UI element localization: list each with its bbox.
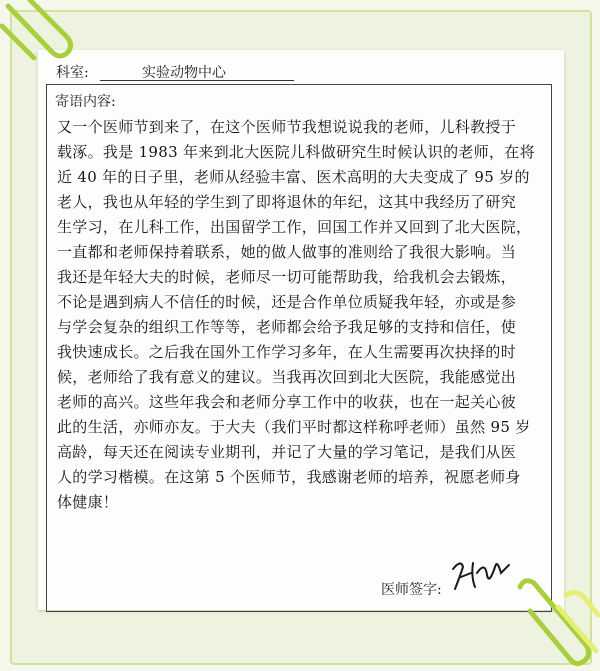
message-line: 载涿。我是 1983 年来到北大医院儿科做研究生时候认识的老师，在将 [57, 143, 535, 161]
message-line: 与学会复杂的组织工作等等，老师都会给予我足够的支持和信任，使 [57, 318, 517, 336]
message-line: 人的学习楷模。在这第 5 个医师节，我感谢老师的培养，祝愿老师身 [57, 468, 521, 486]
message-box [46, 84, 552, 612]
message-line: 我快速成长。之后我在国外工作学习多年，在人生需要再次抉择的时 [57, 343, 517, 361]
message-line: 生学习，在儿科工作，出国留学工作，回国工作并又回到了北大医院， [57, 218, 532, 236]
message-line: 高龄，每天还在阅读专业期刊，并记了大量的学习笔记，是我们从医 [57, 443, 517, 461]
paperclip-icon [510, 575, 600, 671]
paperclip-icon [0, 0, 90, 80]
message-body [57, 115, 545, 515]
message-line: 又一个医师节到来了，在这个医师节我想说说我的老师，儿科教授于 [57, 118, 517, 136]
department-value: 实验动物中心 [142, 65, 226, 81]
message-line: 老师的高兴。这些年我会和老师分享工作中的收获，也在一起关心彼 [57, 393, 517, 411]
message-line: 我还是年轻大夫的时候，老师尽一切可能帮助我，给我机会去锻炼， [57, 268, 517, 286]
message-line: 此的生活，亦师亦友。于大夫（我们平时都这样称呼老师）虽然 95 岁 [57, 418, 531, 436]
signature-mark [447, 555, 517, 595]
message-label: 寄语内容: [55, 94, 116, 110]
message-line: 老人，我也从年轻的学生到了即将退休的年纪，这其中我经历了研究 [57, 193, 517, 211]
message-line: 近 40 年的日子里，老师从经验丰富、医术高明的大夫变成了 95 岁的 [57, 168, 530, 186]
message-line: 不论是遇到病人不信任的时候，还是合作单位质疑我年轻，亦或是参 [57, 293, 517, 311]
message-line: 候，老师给了我有意义的建议。当我再次回到北大医院，我能感觉出 [57, 368, 517, 386]
message-line: 体健康！ [57, 493, 119, 511]
signature-label: 医师签字: [381, 582, 442, 598]
message-line: 一直都和老师保持着联系，她的做人做事的准则给了我很大影响。当 [57, 243, 517, 261]
department-label: 科室: [56, 65, 89, 81]
